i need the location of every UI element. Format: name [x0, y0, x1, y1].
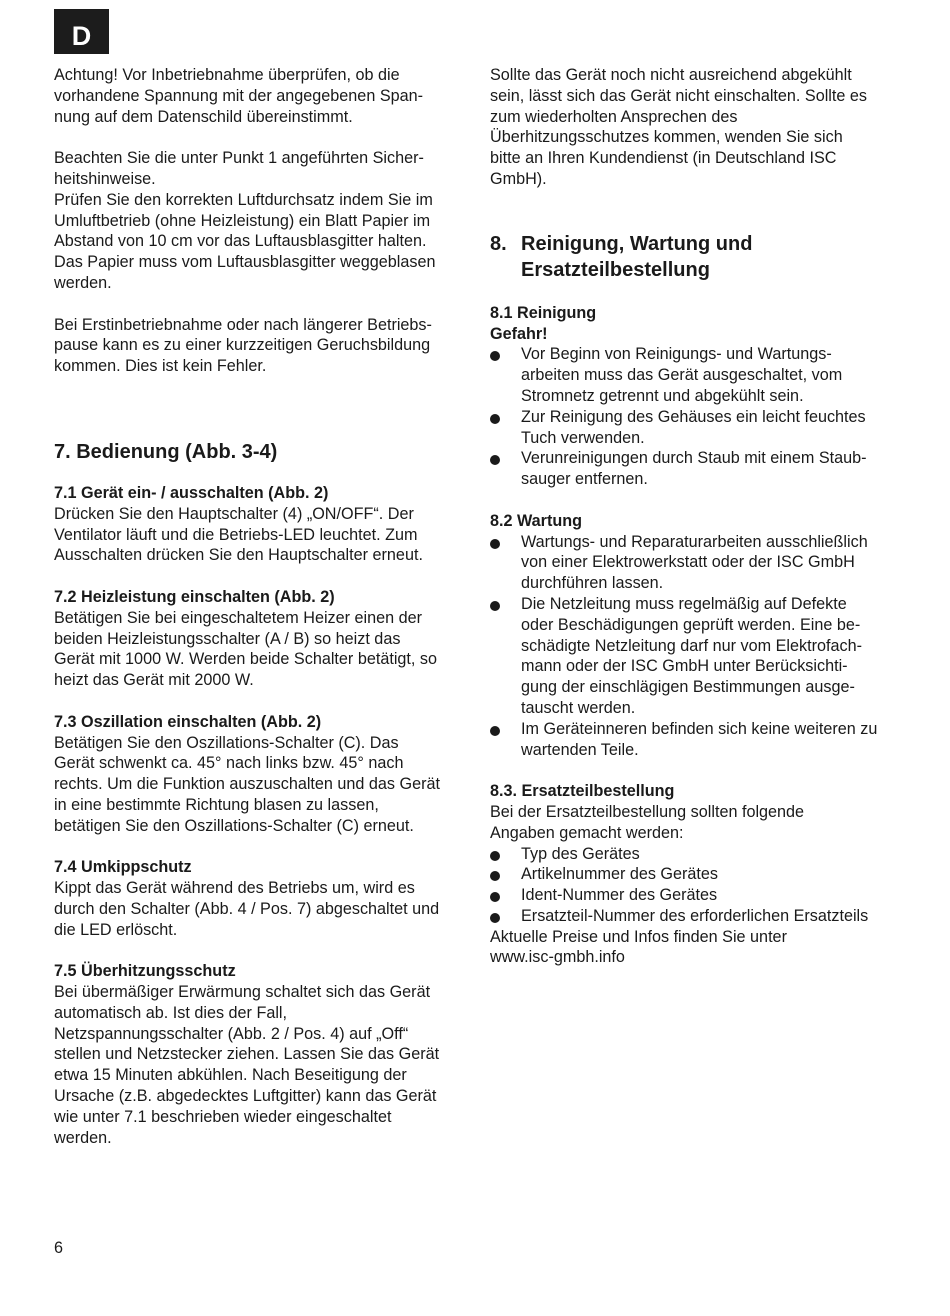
intro-paragraph-safety: Beachten Sie die unter Punkt 1 angeführten Sicher- heitshinweise. [54, 149, 424, 188]
intro-paragraph-airflow: Prüfen Sie den korrekten Luftdurchsatz indem Sie im Umluftbetrieb (ohne Heizleistung) ein Blatt Papier im Abstand von 10 cm vor das Luftausblasgitter halten. Das Papier muss vom Luftausblasgitter weggeblasen werden. [54, 190, 436, 292]
page-number: 6 [54, 1239, 64, 1257]
intro-paragraph-odour: Bei Erstinbetriebnahme oder nach längerer Betriebs- pause kann es zu einer kurzzeitigen Geruchsbildung kommen. Dies ist kein Fehler. [54, 315, 432, 376]
maintenance-list [490, 532, 902, 761]
list-item-text: Wartungs- und Reparaturarbeiten ausschließlich von einer Elektrowerkstatt oder der ISC GmbH durchführen lassen. [521, 532, 868, 593]
section-7-5-heading: 7.5 Überhitzungsschutz [54, 962, 236, 981]
section-7-2-body: Betätigen Sie bei eingeschaltetem Heizer einen der beiden Heizleistungsschalter (A / B) so heizt das Gerät mit 1000 W. Werden beide Schalter betätigt, so heizt das Gerät mit 2000 W. [54, 608, 438, 690]
list-item-text: Zur Reinigung des Gehäuses ein leicht feuchtes Tuch verwenden. [521, 407, 866, 447]
list-item [490, 532, 902, 594]
list-item [490, 594, 902, 719]
list-item-text: Typ des Gerätes [521, 844, 640, 863]
section-7-4-heading: 7.4 Umkippschutz [54, 858, 192, 877]
bullet-icon [490, 913, 500, 923]
language-badge: D [54, 9, 109, 54]
section-8-heading [490, 231, 902, 283]
bullet-icon [490, 851, 500, 861]
left-column [54, 65, 464, 1148]
bullet-icon [490, 539, 500, 549]
list-item-text: Artikelnummer des Gerätes [521, 865, 719, 884]
section-7-1-heading: 7.1 Gerät ein- / ausschalten (Abb. 2) [54, 483, 329, 502]
overheat-continuation: Sollte das Gerät noch nicht ausreichend abgekühlt sein, lässt sich das Gerät nicht einschalten. Sollte es zum wiederholten Ansprechen des Überhitzungsschutzes kommen, wenden Sie sich bitte an Ihren Kundendienst (in Deutschland ISC GmbH). [490, 66, 867, 188]
bullet-icon [490, 455, 500, 465]
section-8-title-line1: Reinigung, Wartung und [521, 232, 753, 255]
section-8-number: 8. [490, 232, 507, 255]
list-item-text: Die Netzleitung muss regelmäßig auf Defekte oder Beschädigungen geprüft werden. Eine be- schädigte Netzleitung darf nur vom Elektrofach- mann oder der ISC GmbH unter Berücksichti- gung der einschlägigen Bestimmungen ausge- tauscht werden. [521, 594, 863, 717]
section-7-4-body: Kippt das Gerät während des Betriebs um, wird es durch den Schalter (Abb. 4 / Pos. 7) abgeschaltet und die LED erlöscht. [54, 879, 440, 939]
right-column [490, 65, 902, 968]
list-item [490, 448, 902, 490]
list-item-text: Verunreinigungen durch Staub mit einem Staub- sauger entfernen. [521, 449, 867, 489]
section-8-3-heading: 8.3. Ersatzteilbestellung [490, 782, 675, 801]
list-item [490, 885, 902, 906]
list-item [490, 864, 902, 885]
bullet-icon [490, 871, 500, 881]
spare-parts-intro: Bei der Ersatzteilbestellung sollten folgende Angaben gemacht werden: [490, 802, 805, 842]
bullet-icon [490, 414, 500, 424]
danger-label: Gefahr! [490, 324, 548, 343]
list-item-text: Im Geräteinneren befinden sich keine weiteren zu wartenden Teile. [521, 719, 878, 759]
spare-parts-list [490, 844, 902, 927]
list-item-text: Vor Beginn von Reinigungs- und Wartungs- arbeiten muss das Gerät ausgeschaltet, vom Stromnetz getrennt und abgekühlt sein. [521, 345, 843, 405]
list-item [490, 719, 902, 761]
intro-paragraph-voltage: Achtung! Vor Inbetriebnahme überprüfen, ob die vorhandene Spannung mit der angegebenen Span- nung auf dem Datenschild übereinstimmt. [54, 66, 424, 126]
section-8-2-heading: 8.2 Wartung [490, 511, 583, 530]
cleaning-list [490, 344, 902, 490]
list-item [490, 344, 902, 406]
list-item-text: Ident-Nummer des Gerätes [521, 886, 718, 905]
bullet-icon [490, 892, 500, 902]
bullet-icon [490, 726, 500, 736]
section-7-1-body: Drücken Sie den Hauptschalter (4) „ON/OFF“. Der Ventilator läuft und die Betriebs-LED leuchtet. Zum Ausschalten drücken Sie den Hauptschalter erneut. [54, 504, 423, 565]
list-item [490, 407, 902, 449]
section-8-1-heading: 8.1 Reinigung [490, 303, 597, 322]
section-7-3-heading: 7.3 Oszillation einschalten (Abb. 2) [54, 712, 322, 731]
section-7-2-heading: 7.2 Heizleistung einschalten (Abb. 2) [54, 587, 335, 606]
list-item [490, 906, 902, 927]
section-7-3-body: Betätigen Sie den Oszillations-Schalter (C). Das Gerät schwenkt ca. 45° nach links bzw. 45° nach rechts. Um die Funktion auszuschalten und das Gerät in eine bestimmte Richtung blasen zu lassen, betätigen Sie den Oszillations-Schalter (C) erneut. [54, 733, 441, 835]
list-item-text: Ersatzteil-Nummer des erforderlichen Ersatzteils [521, 906, 869, 925]
bullet-icon [490, 351, 500, 361]
section-7-5-body: Bei übermäßiger Erwärmung schaltet sich das Gerät automatisch ab. Ist dies der Fall, Netzspannungsschalter (Abb. 2 / Pos. 4) auf „Off“ stellen und Netzstecker ziehen. Lassen Sie das Gerät etwa 15 Minuten abkühlen. Nach Beseitigung der Ursache (z.B. abgedecktes Luftgitter) kann das Gerät wie unter 7.1 beschrieben wieder eingeschaltet werden. [54, 983, 440, 1147]
bullet-icon [490, 601, 500, 611]
spare-parts-outro: Aktuelle Preise und Infos finden Sie unter www.isc-gmbh.info [490, 927, 787, 967]
section-8-title-line2: Ersatzteilbestellung [521, 258, 710, 281]
section-7-heading: 7. Bedienung (Abb. 3-4) [54, 440, 278, 463]
list-item [490, 844, 902, 865]
